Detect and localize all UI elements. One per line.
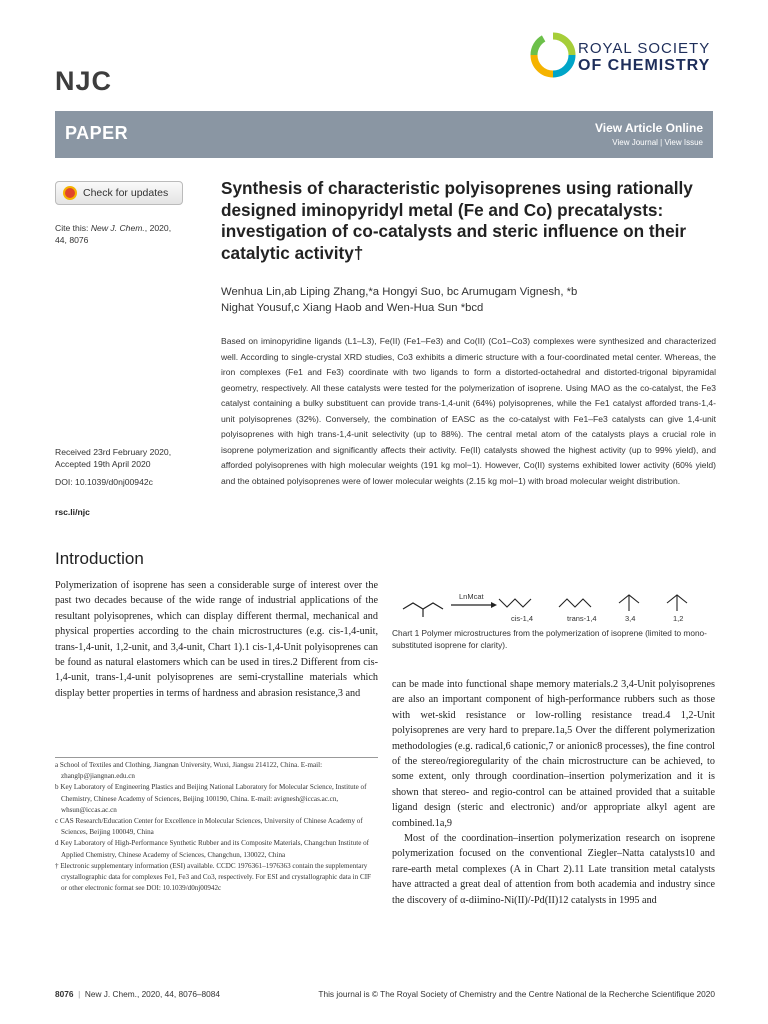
footer-citation: New J. Chem., 2020, 44, 8076–8084 bbox=[84, 989, 221, 999]
label-trans-1,4: trans-1,4 bbox=[567, 614, 597, 623]
chart-1-caption: Chart 1 Polymer microstructures from the polymerization of isoprene (limited to mono-substituted isoprene for clarity). bbox=[392, 628, 707, 650]
crossmark-icon bbox=[63, 186, 77, 200]
view-article-online-link[interactable]: View Article Online bbox=[594, 121, 703, 135]
abstract: Based on iminopyridine ligands (L1–L3), Fe(II) (Fe1–Fe3) and Co(II) (Co1–Co3) complexes were synthesized and characterized well. According to single-crystal XRD studies, Co3 exhibits a dimeric structure with a four-coordinated metal center. Whereas, the iron complexes (Fe1 and Fe3) coordinate with two ligands to form a distorted-octahedral and distorted-trigonal bipyramidal geometry, respectively. All these catalysts were tested for the polymerization of isoprene. Using MAO as the co-catalyst, the Fe3 catalyst containing a bulky substituent can provide trans-1,4-unit (64%) polyisoprenes, while the Fe1 catalyst afforded trans-1,4-unit polyisoprenes (32%). Conversely, the combination of EASC as the co-catalyst with Fe1–Fe3 catalysts can give 1,4-unit polyisoprenes with high trans-1,4-unit selectivity (up to 88%). The central metal atom of the catalysts plays a crucial role in isoprene polymerization and significantly affects their activity. Fe(II) catalysts showed the highest activity (up to 99% yield), and afforded polyisoprenes with high molecular weights (191 kg mol−1). However, Co(II) systems exhibited lower activity (60% yield) and the obtained polyisoprenes were of lower molecular weights (2.15 kg mol−1) with broad molecular weight distribution. bbox=[221, 336, 716, 486]
article-title: Synthesis of characteristic polyisoprenes using rationally designed iminopyridyl metal (Fe and Co) precatalysts: investigation of co-catalysts and steric influence on their catalytic activity† bbox=[221, 178, 693, 263]
intro-right-paragraph-1: can be made into functional shape memory materials.2 3,4-Unit polyisoprenes are also an important component of high-performance rubbers such as those with wet-skid resistance or low-rolling resistance tread.4 1,2-Unit polyisoprenes are very hard to prepare.1a,5 Over the different polymerization methodologies (e.g. radical,6 cationic,7 or anionic8 processes), the fine control of the stereo/regioregularity of the chain microstructure can be achieved, to some extent, only through coordination–insertion polymerization and it is shown that stereo- and regio-control can be attained provided that a suitable ligand design (steric and electronic) and/or appropriate alkyl agent are combined.1a,9 bbox=[392, 679, 715, 829]
page-number: 8076 bbox=[55, 989, 74, 999]
label-3,4: 3,4 bbox=[625, 614, 636, 623]
article-banner bbox=[55, 111, 713, 158]
publisher-line-2: OF CHEMISTRY bbox=[578, 57, 711, 74]
label-1,2: 1,2 bbox=[673, 614, 684, 623]
intro-text-left: Polymerization of isoprene has seen a considerable surge of interest over the past two decades because of the wide range of industrial applications of the resultant polyisoprenes, which can display different thermal, mechanical and physical properties according to the chain microstructures (e.g. cis-1,4-unit, trans-1,4-unit, 1,2-unit, and 3,4-unit, Chart 1).1 cis-1,4-Unit polyisoprenes can be found as natural elastomers which can be used in tires.2 Different from cis-1,4-unit, trans-1,4-unit polyisoprenes are semi-crystalline materials which display better properties in terms of hardness and abrasion resistance,3 and bbox=[55, 580, 378, 699]
journal-name: NJC bbox=[55, 66, 113, 96]
label-cis-1,4: cis-1,4 bbox=[511, 614, 534, 623]
check-for-updates-label: Check for updates bbox=[83, 187, 169, 199]
footnote-b: b Key Laboratory of Engineering Plastics and Beijing National Laboratory for Molecular Science, Institute of Chemistry, Chinese Academy of Sciences, Beijing 100190, China. E-mail: avignesh@iccas.ac.cn, whsun@iccas.ac.cn bbox=[55, 783, 367, 814]
intro-right-paragraph-2: Most of the coordination–insertion polymerization research on isoprene polymerization focused on the conventional Ziegler–Natta catalysts10 and rare-earth metal complexes (A in Chart 2).11 Late transition metal catalysts have attracted a great deal of attention from both academia and industry since the discovery of α-diimino-Ni(II)/-Pd(II)12 catalysts in 1995 and bbox=[392, 833, 715, 906]
page-footer: 8076 | New J. Chem., 2020, 44, 8076–8084 This journal is © The Royal Society of Chemistry and the Centre National de la Recherche Scientifique 2020 bbox=[55, 989, 715, 999]
trans-1,4-structure bbox=[559, 599, 591, 607]
footer-copyright: This journal is © The Royal Society of Chemistry and the Centre National de la Recherche Scientifique 2020 bbox=[318, 989, 715, 999]
footnote-esi: † Electronic supplementary information (ESI) available. CCDC 1976361–1976363 contain the supplementary crystallographic data for complexes Fe1, Fe3 and Co3, respectively. For ESI and crystallographic data in CIF or other electronic format see DOI: 10.1039/d0nj00942c bbox=[55, 861, 372, 893]
doi[interactable]: DOI: 10.1039/d0nj00942c bbox=[55, 477, 153, 487]
view-journal-issue-links[interactable]: View Journal | View Issue bbox=[612, 138, 703, 147]
journal-short-link[interactable]: rsc.li/njc bbox=[55, 507, 90, 517]
section-heading-introduction: Introduction bbox=[55, 549, 144, 568]
isoprene-structure bbox=[403, 603, 443, 609]
author-list bbox=[221, 284, 716, 316]
authors-line-1: Wenhua Lin,ab Liping Zhang,*a Hongyi Suo, bc Arumugam Vignesh, *b bbox=[221, 286, 578, 298]
article-type: PAPER bbox=[65, 123, 129, 143]
footnote-d: d Key Laboratory of High-Performance Synthetic Rubber and its Composite Materials, Changchun Institute of Applied Chemistry, Chinese Academy of Sciences, Changchun, 130022, China bbox=[55, 839, 370, 859]
intro-text-right bbox=[392, 677, 715, 908]
catalyst-label: LnMcat bbox=[459, 592, 484, 601]
rsc-logo[interactable] bbox=[528, 30, 718, 92]
chart-1-scheme bbox=[399, 575, 715, 625]
footnote-a: a School of Textiles and Clothing, Jiangnan University, Wuxi, Jiangsu 214122, China. E-mail: zhanglp@jiangnan.edu.cn bbox=[55, 761, 323, 781]
cis-1,4-structure bbox=[499, 599, 531, 607]
check-for-updates-button[interactable] bbox=[55, 181, 183, 205]
footnote-c: c CAS Research/Education Center for Excellence in Molecular Sciences, University of Chinese Academy of Sciences, Beijing 100049, China bbox=[55, 817, 363, 837]
cite-this: Cite this: New J. Chem., 2020, 44, 8076 bbox=[55, 223, 172, 245]
rsc-ring-icon bbox=[528, 30, 578, 80]
received-dates: Received 23rd February 2020, Accepted 19th April 2020 bbox=[55, 447, 172, 469]
footnote-divider bbox=[55, 757, 378, 758]
authors-line-2: Nighat Yousuf,c Xiang Haob and Wen-Hua Sun *bcd bbox=[221, 302, 484, 314]
publisher-line-1: ROYAL SOCIETY bbox=[578, 40, 711, 57]
affiliation-footnotes bbox=[55, 760, 378, 894]
